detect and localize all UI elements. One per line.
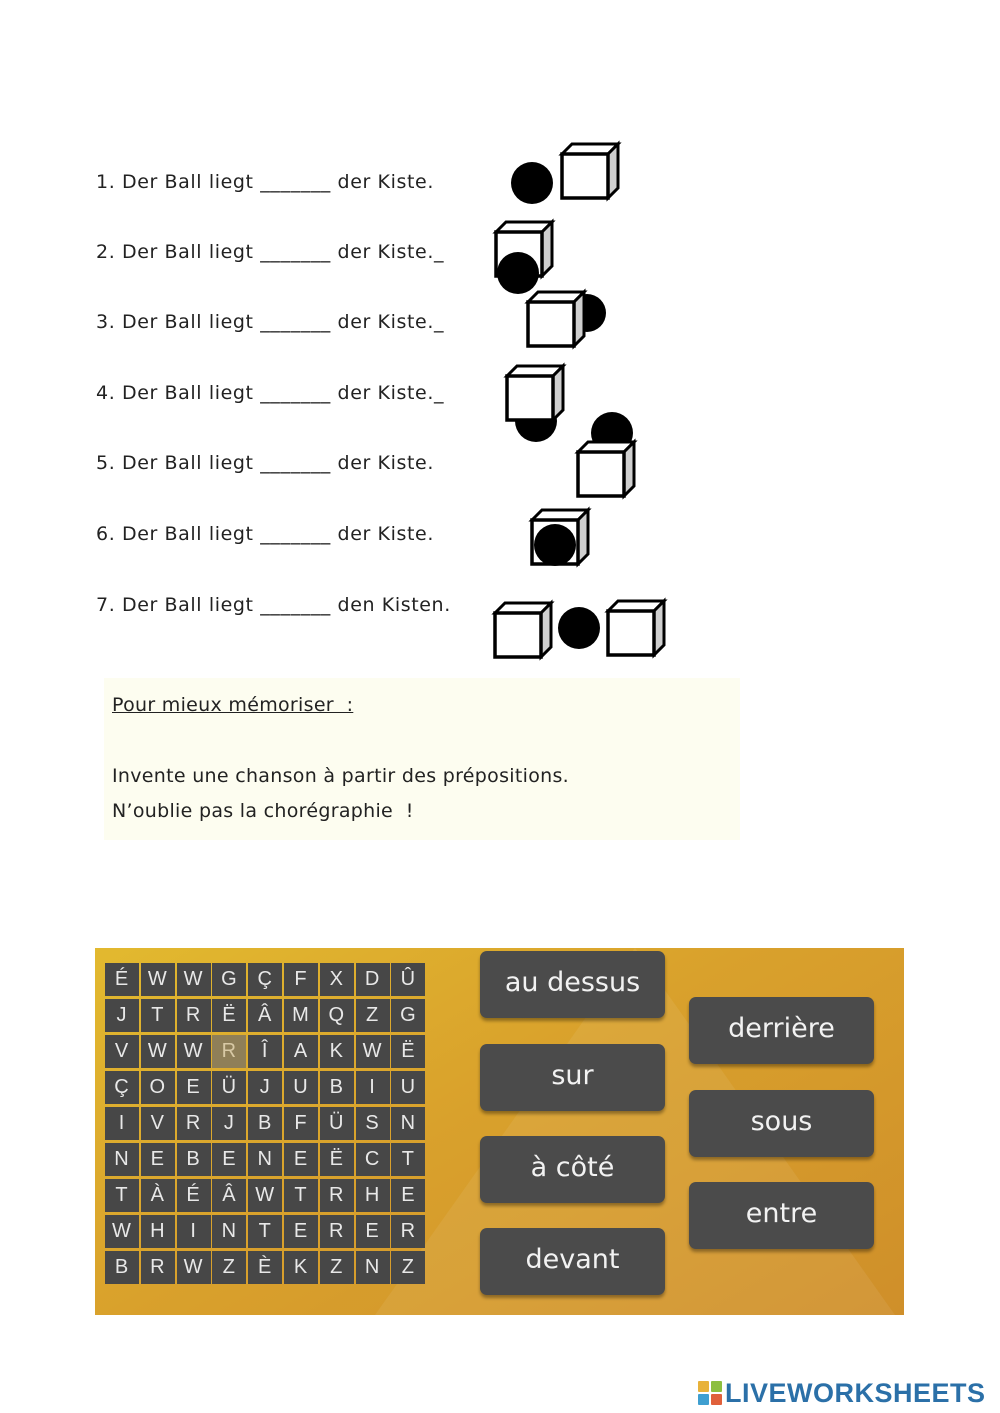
- grid-cell[interactable]: B: [105, 1251, 139, 1284]
- grid-cell[interactable]: À: [141, 1179, 175, 1212]
- grid-cell[interactable]: T: [105, 1179, 139, 1212]
- ball-2: [497, 252, 539, 294]
- memo-line-2: N’oublie pas la chorégraphie !: [112, 800, 414, 822]
- sentence-4: 4. Der Ball liegt _______ der Kiste._: [96, 382, 445, 404]
- grid-cell[interactable]: R: [177, 1107, 211, 1140]
- grid-cell[interactable]: Ü: [320, 1107, 354, 1140]
- grid-cell[interactable]: K: [284, 1251, 318, 1284]
- ball-7: [558, 607, 600, 649]
- grid-cell[interactable]: N: [212, 1215, 246, 1248]
- grid-cell[interactable]: R: [320, 1215, 354, 1248]
- grid-cell[interactable]: N: [248, 1143, 282, 1176]
- liveworksheets-logo: [697, 1378, 986, 1408]
- word-derriere: derrière: [689, 997, 874, 1064]
- grid-cell[interactable]: W: [177, 1035, 211, 1068]
- picture-3: [528, 292, 606, 346]
- picture-5: [578, 412, 634, 496]
- grid-cell[interactable]: S: [356, 1107, 390, 1140]
- grid-cell[interactable]: Q: [320, 999, 354, 1032]
- grid-cell[interactable]: Û: [391, 963, 425, 996]
- grid-cell[interactable]: O: [141, 1071, 175, 1104]
- memo-title: Pour mieux mémoriser :: [112, 694, 354, 716]
- grid-cell[interactable]: T: [141, 999, 175, 1032]
- grid-cell[interactable]: Z: [320, 1251, 354, 1284]
- grid-cell[interactable]: R: [320, 1179, 354, 1212]
- grid-cell[interactable]: E: [356, 1215, 390, 1248]
- grid-cell[interactable]: K: [320, 1035, 354, 1068]
- grid-cell[interactable]: É: [105, 963, 139, 996]
- grid-cell[interactable]: W: [105, 1215, 139, 1248]
- grid-cell[interactable]: Ç: [105, 1071, 139, 1104]
- grid-cell[interactable]: Î: [248, 1035, 282, 1068]
- memo-box: [104, 678, 740, 840]
- grid-cell[interactable]: F: [284, 1107, 318, 1140]
- grid-cell[interactable]: T: [284, 1179, 318, 1212]
- grid-cell[interactable]: J: [212, 1107, 246, 1140]
- grid-cell[interactable]: Z: [391, 1251, 425, 1284]
- word-devant: devant: [480, 1228, 665, 1295]
- grid-cell[interactable]: Ë: [320, 1143, 354, 1176]
- grid-cell[interactable]: R: [391, 1215, 425, 1248]
- grid-cell[interactable]: B: [248, 1107, 282, 1140]
- grid-cell[interactable]: Ü: [212, 1071, 246, 1104]
- grid-cell[interactable]: Ç: [248, 963, 282, 996]
- grid-cell[interactable]: I: [177, 1215, 211, 1248]
- word-au-dessus: au dessus: [480, 951, 665, 1018]
- grid-cell[interactable]: W: [141, 963, 175, 996]
- grid-cell[interactable]: È: [248, 1251, 282, 1284]
- grid-cell[interactable]: E: [284, 1143, 318, 1176]
- ball-1: [511, 162, 553, 204]
- grid-cell[interactable]: Ë: [212, 999, 246, 1032]
- ball-6: [534, 524, 576, 566]
- sentence-2: 2. Der Ball liegt _______ der Kiste._: [96, 241, 445, 263]
- grid-cell[interactable]: D: [356, 963, 390, 996]
- sentence-6: 6. Der Ball liegt _______ der Kiste.: [96, 523, 434, 545]
- word-sur: sur: [480, 1044, 665, 1111]
- grid-cell[interactable]: E: [391, 1179, 425, 1212]
- picture-1: [511, 144, 618, 204]
- grid-cell[interactable]: E: [284, 1215, 318, 1248]
- word-a-cote: à côté: [480, 1136, 665, 1203]
- wordsearch-panel: [95, 948, 904, 1315]
- grid-cell[interactable]: G: [391, 999, 425, 1032]
- picture-4: [507, 366, 563, 442]
- grid-cell[interactable]: I: [105, 1107, 139, 1140]
- grid-cell[interactable]: F: [284, 963, 318, 996]
- sentence-5: 5. Der Ball liegt _______ der Kiste.: [96, 452, 434, 474]
- logo-text: LIVEWORKSHEETS: [725, 1377, 986, 1408]
- sentence-7: 7. Der Ball liegt _______ den Kisten.: [96, 594, 451, 616]
- grid-cell[interactable]: M: [284, 999, 318, 1032]
- picture-6: [532, 510, 588, 566]
- grid-cell[interactable]: B: [320, 1071, 354, 1104]
- grid-cell[interactable]: Z: [212, 1251, 246, 1284]
- grid-cell[interactable]: E: [141, 1143, 175, 1176]
- ball-box-illustration: [0, 0, 1000, 700]
- grid-cell[interactable]: J: [248, 1071, 282, 1104]
- grid-cell[interactable]: R: [212, 1035, 246, 1068]
- grid-cell[interactable]: W: [248, 1179, 282, 1212]
- word-sous: sous: [689, 1090, 874, 1157]
- grid-cell[interactable]: U: [391, 1071, 425, 1104]
- grid-cell[interactable]: V: [105, 1035, 139, 1068]
- grid-cell[interactable]: E: [212, 1143, 246, 1176]
- grid-cell[interactable]: I: [356, 1071, 390, 1104]
- grid-cell[interactable]: W: [177, 963, 211, 996]
- grid-cell[interactable]: N: [391, 1107, 425, 1140]
- word-entre: entre: [689, 1182, 874, 1249]
- grid-cell[interactable]: H: [141, 1215, 175, 1248]
- grid-cell[interactable]: T: [391, 1143, 425, 1176]
- grid-cell[interactable]: Â: [248, 999, 282, 1032]
- wordsearch-grid[interactable]: [105, 963, 425, 1284]
- grid-cell[interactable]: R: [141, 1251, 175, 1284]
- grid-cell[interactable]: N: [105, 1143, 139, 1176]
- grid-cell[interactable]: A: [284, 1035, 318, 1068]
- sentence-1: 1. Der Ball liegt _______ der Kiste.: [96, 171, 434, 193]
- grid-cell[interactable]: W: [177, 1251, 211, 1284]
- grid-cell[interactable]: J: [105, 999, 139, 1032]
- grid-cell[interactable]: W: [356, 1035, 390, 1068]
- sentence-3: 3. Der Ball liegt _______ der Kiste._: [96, 311, 445, 333]
- grid-cell[interactable]: B: [177, 1143, 211, 1176]
- grid-cell[interactable]: R: [177, 999, 211, 1032]
- grid-cell[interactable]: X: [320, 963, 354, 996]
- grid-cell[interactable]: H: [356, 1179, 390, 1212]
- grid-cell[interactable]: U: [284, 1071, 318, 1104]
- grid-cell[interactable]: V: [141, 1107, 175, 1140]
- picture-7: [495, 601, 664, 657]
- grid-cell[interactable]: N: [356, 1251, 390, 1284]
- grid-cell[interactable]: G: [212, 963, 246, 996]
- grid-cell[interactable]: W: [141, 1035, 175, 1068]
- picture-2: [496, 222, 552, 294]
- grid-cell[interactable]: T: [248, 1215, 282, 1248]
- grid-cell[interactable]: É: [177, 1179, 211, 1212]
- grid-cell[interactable]: E: [177, 1071, 211, 1104]
- grid-cell[interactable]: C: [356, 1143, 390, 1176]
- grid-cell[interactable]: Z: [356, 999, 390, 1032]
- memo-line-1: Invente une chanson à partir des prépositions.: [112, 765, 569, 787]
- grid-cell[interactable]: Ë: [391, 1035, 425, 1068]
- logo-icon: [697, 1380, 723, 1406]
- grid-cell[interactable]: Â: [212, 1179, 246, 1212]
